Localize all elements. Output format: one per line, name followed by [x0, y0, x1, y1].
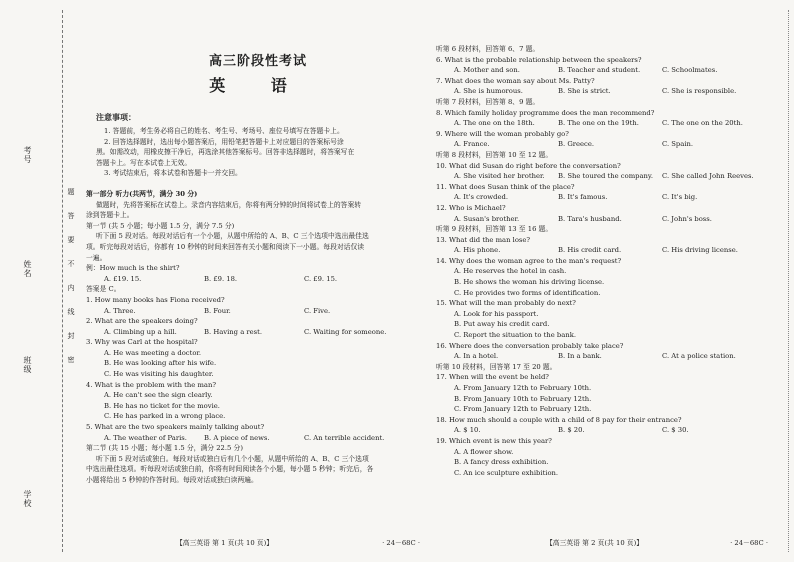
example-answer: 答案是 C。: [86, 285, 121, 294]
option: C. He has parked in a wrong place.: [104, 412, 226, 421]
option: C. She is responsible.: [662, 87, 737, 96]
footer-page-info: 【高三英语 第 1 页(共 10 页)】: [176, 539, 274, 547]
option: A. A flower show.: [454, 447, 514, 456]
option: A. Three.: [104, 306, 136, 315]
option: C. The one on the 20th.: [662, 119, 743, 128]
notice-line: 2. 回答选择题时，选出每小题答案后，用铅笔把答题卡上对应题目的答案标号涂: [104, 137, 344, 146]
sec1-desc: 一遍。: [86, 253, 107, 262]
exam-subject: 英 语: [209, 76, 307, 95]
material-heading: 听第 10 段材料，回答第 17 至 20 题。: [436, 362, 557, 371]
material-heading: 听第 6 段材料，回答第 6、7 题。: [436, 45, 540, 53]
seal-word: 答: [67, 212, 75, 219]
option: B. Greece.: [558, 140, 595, 149]
option: A. From January 12th to February 10th.: [454, 384, 592, 392]
option: A. $ 10.: [454, 426, 481, 435]
option: B. Having a rest.: [204, 327, 263, 336]
option: B. She is strict.: [558, 87, 611, 96]
option: C. £9. 15.: [304, 274, 338, 283]
sec2-desc: 小题将给出 5 秒钟的作答时间。每段对话或独白读两遍。: [86, 476, 258, 484]
option: C. Report the situation to the bank.: [454, 331, 576, 340]
option: A. He reserves the hotel in cash.: [454, 267, 567, 276]
seal-word: 题: [67, 188, 75, 195]
option: B. A fancy dress exhibition.: [454, 458, 549, 467]
notice-heading: 注意事项：: [96, 112, 136, 122]
footer-page-info: 【高三英语 第 2 页(共 10 页)】: [546, 539, 644, 547]
option: A. He can't see the sign clearly.: [104, 391, 213, 400]
option: A. She is humorous.: [454, 87, 523, 96]
option: B. Four.: [204, 306, 231, 315]
right-questions: [436, 44, 786, 478]
option: C. Waiting for someone.: [304, 327, 387, 336]
option: C. Schoolmates.: [662, 66, 718, 75]
footer-code: · 24－68C ·: [730, 539, 768, 547]
seal-word: 封: [67, 332, 75, 339]
question-stem: 11. What does Susan think of the place?: [436, 182, 575, 191]
option: B. He has no ticket for the movie.: [104, 401, 220, 410]
option: B. She toured the company.: [558, 172, 654, 181]
question-stem: 16. Where does the conversation probably take place?: [436, 341, 624, 350]
option: A. She visited her brother.: [454, 172, 545, 181]
option: B. He shows the woman his driving license.: [454, 278, 605, 287]
question-stem: 17. When will the event be held?: [436, 373, 549, 382]
binding-margin: [10, 10, 82, 552]
options-row: [436, 351, 786, 362]
question-stem: 12. Who is Michael?: [436, 203, 506, 212]
options-row: [436, 245, 786, 256]
option: A. France.: [454, 140, 490, 149]
option: C. An ice sculpture exhibition.: [454, 468, 559, 477]
material-heading: 听第 9 段材料，回答第 13 至 16 题。: [436, 225, 553, 234]
part1-desc: 涂到答题卡上。: [86, 211, 134, 220]
question-stem: 5. What are the two speakers mainly talking about?: [86, 423, 265, 432]
option: A. It's crowded.: [454, 193, 509, 202]
option: C. Spain.: [662, 140, 694, 149]
options-row: [436, 118, 786, 129]
option: A. £19. 15.: [104, 274, 142, 283]
sec1-heading: 第一节 (共 5 小题；每小题 1.5 分，满分 7.5 分): [86, 221, 235, 230]
seal-word: 不: [67, 260, 75, 267]
question-stem: 8. Which family holiday programme does the man recommend?: [436, 108, 655, 117]
seal-word: 线: [67, 308, 75, 315]
options-row: [436, 139, 786, 150]
option: C. He was visiting his daughter.: [104, 370, 214, 379]
option: A. His phone.: [454, 246, 501, 255]
question-stem: 19. Which event is new this year?: [436, 436, 552, 445]
option: A. In a hotel.: [454, 352, 499, 361]
question-stem: 15. What will the man probably do next?: [436, 299, 576, 308]
option: C. She called John Reeves.: [662, 172, 754, 181]
option: C. John's boss.: [662, 214, 712, 223]
options-row: [436, 65, 786, 76]
option: A. He was meeting a doctor.: [104, 348, 202, 357]
option: A. The one on the 18th.: [454, 119, 535, 128]
options-row: [436, 192, 786, 203]
right-page: [436, 10, 786, 555]
option: A. Mother and son.: [454, 66, 520, 75]
page-footer: [436, 537, 786, 547]
option: C. He provides two forms of identification.: [454, 288, 601, 297]
option: B. From January 10th to February 12th.: [454, 394, 592, 403]
sec2-desc: 听下面 5 段对话或独白。每段对话或独白后有几个小题，从题中所给的 A、B、C 三个选项: [96, 454, 369, 463]
options-row: [436, 214, 786, 225]
option: C. $ 30.: [662, 426, 689, 435]
example-options: [86, 274, 430, 285]
option: A. Climbing up a hill.: [104, 327, 177, 336]
material-heading: 听第 8 段材料，回答第 10 至 12 题。: [436, 150, 553, 159]
options-row: [86, 433, 430, 444]
options-row: [436, 171, 786, 182]
footer-code: · 24－68C ·: [382, 539, 420, 547]
question-stem: 14. Why does the woman agree to the man's request?: [436, 256, 622, 265]
options-row: [86, 327, 430, 338]
option: B. The one on the 19th.: [558, 119, 639, 128]
option: B. His credit card.: [558, 246, 622, 255]
notice-line: 1. 答题前，考生务必将自己的姓名、考生号、考场号、座位号填写在答题卡上。: [104, 127, 344, 135]
right-edge-line: [788, 10, 789, 552]
kaohao-label: 考号: [23, 146, 32, 164]
banji-label: 班级: [23, 356, 32, 374]
question-stem: 7. What does the woman say about Ms. Patty?: [436, 76, 595, 85]
option: B. Teacher and student.: [558, 66, 641, 75]
question-stem: 6. What is the probable relationship between the speakers?: [436, 55, 642, 64]
option: C. From January 12th to February 12th.: [454, 405, 592, 414]
option: C. An terrible accident.: [304, 433, 385, 442]
question-stem: 2. What are the speakers doing?: [86, 317, 198, 326]
seal-line: [62, 10, 63, 552]
option: B. Put away his credit card.: [454, 320, 550, 329]
options-row: [86, 306, 430, 317]
option: B. £9. 18.: [204, 274, 238, 283]
question-stem: 4. What is the problem with the man?: [86, 380, 216, 389]
question-stem: 18. How much should a couple with a child of 8 pay for their entrance?: [436, 415, 682, 424]
seal-word: 密: [67, 356, 75, 363]
notice-line: 黑。如需改动，用橡皮擦干净后，再选涂其他答案标号。回答非选择题时，将答案写在: [96, 148, 355, 157]
question-stem: 1. How many books has Fiona received?: [86, 295, 225, 304]
option: C. His driving license.: [662, 246, 738, 255]
option: B. In a bank.: [558, 352, 602, 361]
option: A. Look for his passport.: [454, 309, 539, 318]
left-questions: [86, 295, 430, 443]
option: B. $ 20.: [558, 426, 585, 435]
question-stem: 9. Where will the woman probably go?: [436, 129, 569, 138]
option: B. He was looking after his wife.: [104, 359, 217, 368]
left-page: [86, 10, 430, 555]
sec2-desc: 中选出最佳选项。听每段对话或独白前，你将有时间阅读各个小题，每小题 5 秒钟；听完后，各: [86, 465, 374, 474]
options-row: [436, 425, 786, 436]
sec1-desc: 项。听完每段对话后，你都有 10 秒钟的时间来回答有关小题和阅读下一小题。每段对话仅读: [86, 242, 365, 251]
option: B. It's famous.: [558, 193, 608, 202]
option: C. It's big.: [662, 193, 698, 202]
part1-heading: 第一部分 听力(共两节，满分 30 分): [86, 189, 198, 198]
option: C. At a police station.: [662, 352, 736, 361]
xingming-label: 姓名: [23, 260, 32, 278]
xuexiao-label: 学校: [23, 490, 32, 508]
part1-desc: 做题时，先将答案标在试卷上。录音内容结束后，你将有两分钟的时间将试卷上的答案转: [96, 200, 362, 209]
seal-word: 内: [67, 284, 75, 291]
options-row: [436, 86, 786, 97]
material-heading: 听第 7 段材料，回答第 8、9 题。: [436, 97, 540, 106]
option: B. A piece of news.: [204, 433, 270, 442]
option: C. Five.: [304, 306, 331, 315]
example-question: 例：How much is the shirt?: [86, 264, 180, 273]
question-stem: 13. What did the man lose?: [436, 235, 531, 244]
sec2-heading: 第二节 (共 15 小题；每小题 1.5 分，满分 22.5 分): [86, 444, 243, 453]
sec1-desc: 听下面 5 段对话。每段对话后有一个小题，从题中所给的 A、B、C 三个选项中选出最佳选: [96, 232, 369, 241]
notice-line: 答题卡上。写在本试卷上无效。: [96, 158, 192, 167]
seal-word: 要: [67, 236, 75, 243]
question-stem: 10. What did Susan do right before the conversation?: [436, 161, 621, 170]
option: B. Tara's husband.: [558, 214, 622, 223]
option: A. Susan's brother.: [454, 214, 520, 223]
page-footer: [86, 537, 430, 547]
option: A. The weather of Paris.: [104, 433, 187, 442]
notice-line: 3. 考试结束后，将本试卷和答题卡一并交回。: [104, 169, 242, 178]
question-stem: 3. Why was Carl at the hospital?: [86, 338, 198, 347]
exam-title: 高三阶段性考试: [208, 54, 307, 69]
